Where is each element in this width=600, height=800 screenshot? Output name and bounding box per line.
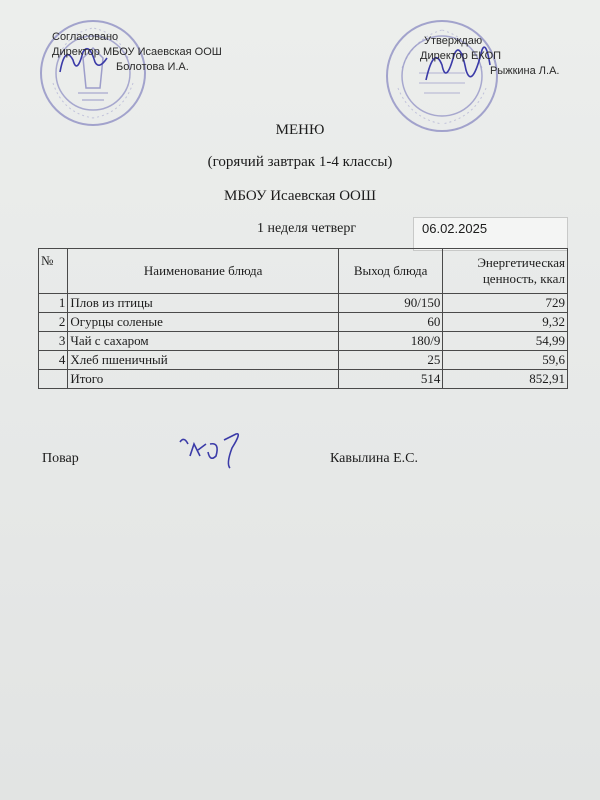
table-row [39, 351, 568, 370]
row-name: Чай с сахаром [68, 332, 339, 351]
row-name: Плов из птицы [68, 294, 339, 313]
menu-table [38, 248, 568, 389]
row-output: 90/150 [338, 294, 442, 313]
row-name: Огурцы соленые [68, 313, 339, 332]
approval-left-line1: Согласовано [52, 31, 119, 43]
table-total-row [39, 370, 568, 389]
table-row [39, 313, 568, 332]
approval-right-block [420, 34, 560, 77]
row-output: 180/9 [338, 332, 442, 351]
row-output: 60 [338, 313, 442, 332]
approval-left-block [52, 30, 222, 75]
row-energy: 9,32 [443, 313, 568, 332]
col-header-output: Выход блюда [338, 249, 442, 294]
col-header-name: Наименование блюда [68, 249, 339, 294]
table-row [39, 332, 568, 351]
table-row [39, 294, 568, 313]
total-energy: 852,91 [443, 370, 568, 389]
document-title: МЕНЮ [275, 122, 325, 138]
col-header-energy: Энергетическая ценность, ккал [443, 249, 568, 294]
row-no: 2 [39, 313, 68, 332]
date-field: 06.02.2025 [413, 217, 568, 251]
row-no: 4 [39, 351, 68, 370]
row-energy: 54,99 [443, 332, 568, 351]
row-no: 3 [39, 332, 68, 351]
week-day: 1 неделя четверг [257, 221, 357, 236]
total-output: 514 [338, 370, 442, 389]
approval-left-line2: Директор МБОУ Исаевская ООШ [52, 46, 222, 58]
row-energy: 729 [443, 294, 568, 313]
cook-name: Кавылина Е.С. [330, 451, 418, 466]
approval-right-name: Рыжкина Л.А. [490, 65, 560, 77]
row-name: Хлеб пшеничный [68, 351, 339, 370]
total-no [39, 370, 68, 389]
cook-signature [176, 422, 256, 474]
document-subtitle: (горячий завтрак 1-4 классы) [207, 154, 393, 170]
cook-label: Повар [42, 451, 79, 466]
approval-right-line2: Директор ЕКОП [420, 50, 502, 62]
row-output: 25 [338, 351, 442, 370]
row-no: 1 [39, 294, 68, 313]
approval-left-name: Болотова И.А. [116, 61, 189, 73]
row-energy: 59,6 [443, 351, 568, 370]
total-label: Итого [68, 370, 339, 389]
col-header-no: № [39, 249, 68, 294]
approval-right-line1: Утверждаю [424, 35, 483, 47]
table-header-row [39, 249, 568, 294]
school-name: МБОУ Исаевская ООШ [223, 188, 376, 204]
